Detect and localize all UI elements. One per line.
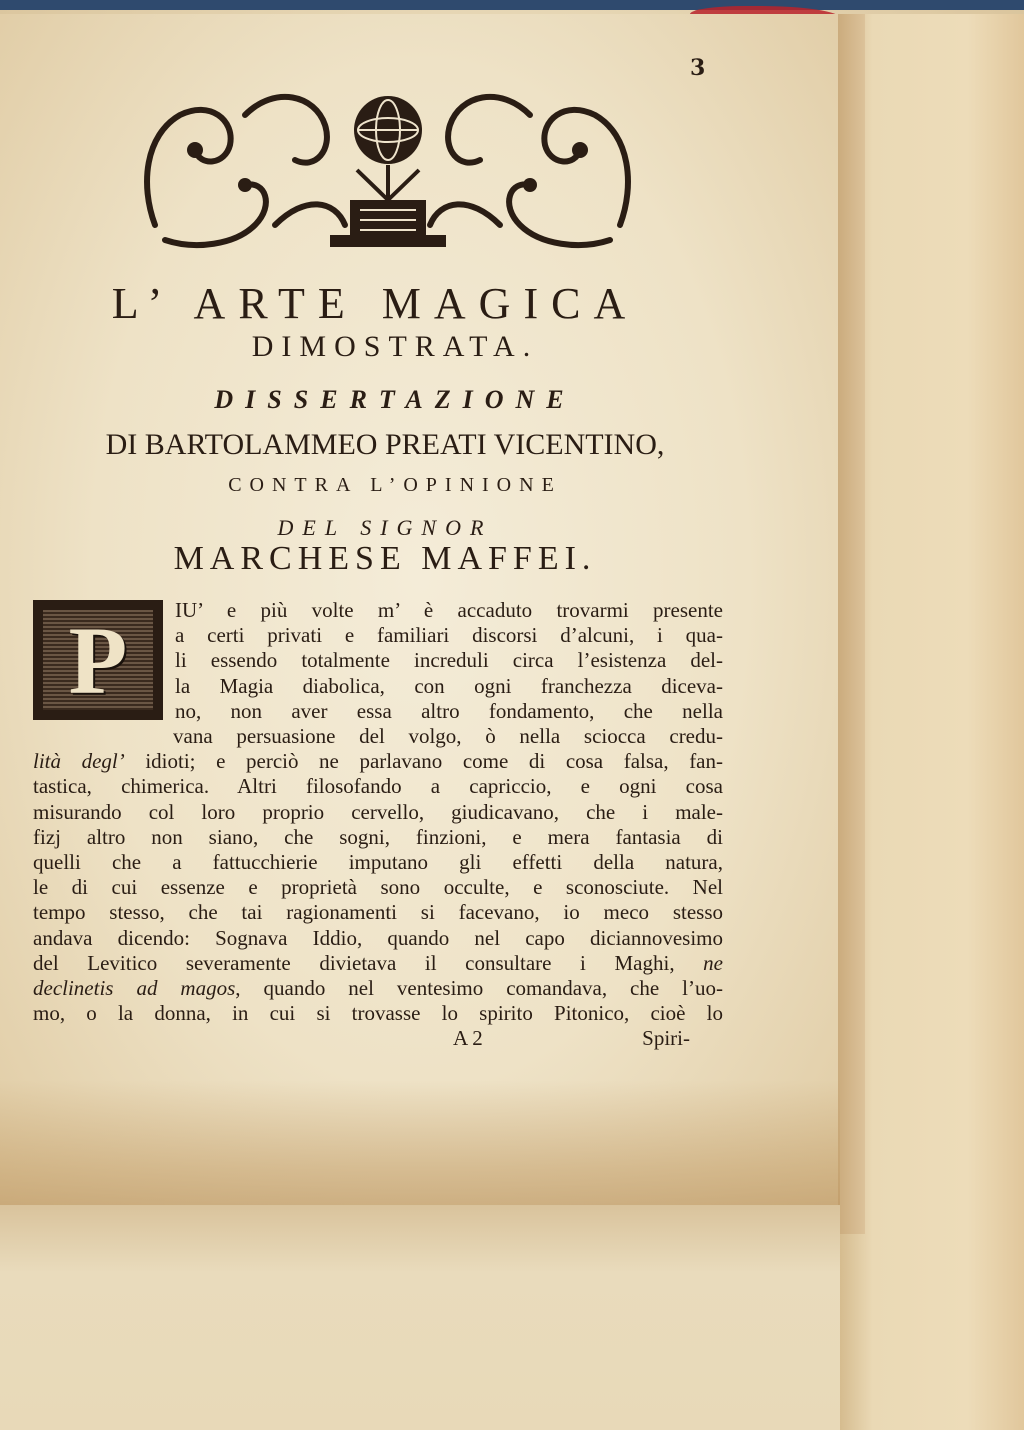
text-segment: idioti; e perciò ne parlavano come di cosa falsa, fan-: [124, 749, 723, 774]
text-line: IU’ e più volte m’ è accaduto trovarmi presente: [175, 598, 723, 622]
signature-mark: A 2: [453, 1026, 483, 1051]
italic-text: lità degl’: [33, 749, 125, 774]
initial-letter: P: [68, 606, 128, 714]
text-line: [33, 749, 723, 774]
italic-text: declinetis ad magos: [33, 976, 236, 1001]
text-line: no, non aver essa altro fondamento, che nella: [175, 698, 723, 723]
text-line: le di cui essenze e proprietà sono occulte, e sconosciute. Nel: [33, 875, 723, 900]
text-line: [33, 976, 723, 1001]
text-line: misurando col loro proprio cervello, giudicavano, che i male-: [33, 799, 723, 824]
text-line: la Magia diabolica, con ogni franchezza diceva-: [175, 673, 723, 698]
title-marchese: MARCHESE MAFFEI.: [173, 540, 597, 577]
title-subtitle: DIMOSTRATA.: [251, 330, 539, 363]
text-line: tastica, chimerica. Altri filosofando a capriccio, e ogni cosa: [33, 774, 723, 799]
text-line: tempo stesso, che tai ragionamenti si facevano, io meco stesso: [33, 900, 723, 925]
body-text: [33, 598, 723, 1052]
title-main: L’ ARTE MAGICA: [111, 279, 639, 328]
title-signor: DEL SIGNOR: [277, 515, 493, 540]
text-line: a certi privati e familiari discorsi d’alcuni, i qua-: [175, 623, 723, 648]
text-line: andava dicendo: Sognava Iddio, quando nel capo diciannovesimo: [33, 925, 723, 950]
lower-leaf: [0, 1205, 840, 1430]
text-segment: , quando nel ventesimo comandava, che l’uo-: [235, 976, 723, 1001]
page-edge: [835, 14, 865, 1234]
title-against: CONTRA L’OPINIONE: [228, 474, 562, 496]
text-line: mo, o la donna, in cui si trovasse lo spirito Pitonico, cioè lo: [33, 1001, 723, 1026]
text-line: li essendo totalmente increduli circa l’esistenza del-: [175, 648, 723, 673]
text-segment: del Levitico severamente divietava il consultare i Maghi,: [33, 950, 704, 975]
text-line: [33, 951, 723, 976]
text-line: fizj altro non siano, che sogni, finzioni, e mera fantasia di: [33, 824, 723, 849]
title-dissertation: DISSERTAZIONE: [214, 385, 576, 414]
catchword: Spiri-: [642, 1026, 690, 1051]
italic-text: ne: [703, 950, 723, 975]
top-edge: [0, 0, 1024, 10]
ornament-headpiece: [135, 75, 640, 255]
title-author: DI BARTOLAMMEO PREATI VICENTINO,: [105, 428, 665, 461]
footer-row: [33, 1026, 723, 1051]
text-line: vana persuasione del volgo, ò nella sciocca credu-: [173, 724, 723, 749]
page-number: 3: [690, 55, 706, 81]
text-line: quelli che a fattucchierie imputano gli effetti della natura,: [33, 850, 723, 875]
